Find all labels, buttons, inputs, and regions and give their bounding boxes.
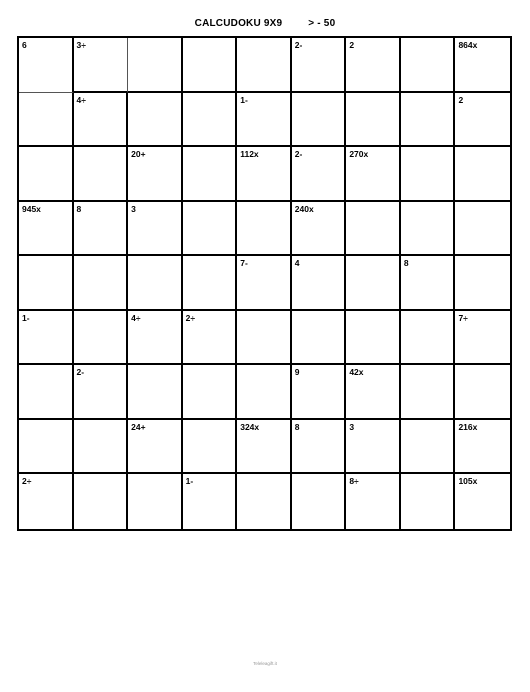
level-text: > - 50 [308, 18, 336, 29]
grid-cell[interactable] [74, 474, 129, 529]
grid-cell[interactable] [128, 311, 183, 366]
grid-cell[interactable] [183, 474, 238, 529]
cage-clue: 2- [294, 149, 303, 160]
grid-cell[interactable] [183, 311, 238, 366]
grid-cell[interactable] [346, 93, 401, 148]
grid-cell[interactable] [401, 202, 456, 257]
grid-cell[interactable] [183, 420, 238, 475]
grid-cell[interactable] [401, 38, 456, 93]
grid-cell[interactable] [292, 365, 347, 420]
grid-cell[interactable] [292, 202, 347, 257]
grid-cell[interactable] [74, 365, 129, 420]
grid-cell[interactable] [183, 38, 238, 93]
cage-clue: 3÷ [76, 40, 86, 50]
cage-clue: 2÷ [22, 476, 32, 487]
cage-clue: 2 [349, 40, 355, 50]
grid-cell[interactable] [292, 38, 347, 93]
cage-clue: 324x [240, 421, 260, 432]
grid-cell[interactable] [346, 420, 401, 475]
grid-cell[interactable] [237, 38, 292, 93]
grid-cell[interactable] [292, 311, 347, 366]
grid-cell[interactable] [237, 311, 292, 366]
grid-cell[interactable] [292, 147, 347, 202]
cage-clue: 270x [349, 149, 369, 160]
cage-clue: 1- [240, 94, 248, 105]
grid-cell[interactable] [292, 256, 347, 311]
puzzle-title [0, 18, 530, 29]
footer-credit: Teleleagift.it [253, 661, 277, 666]
grid-cell[interactable] [237, 474, 292, 529]
grid-cell[interactable] [346, 311, 401, 366]
grid-cell[interactable] [346, 474, 401, 529]
grid-cell[interactable] [401, 311, 456, 366]
cage-clue: 240x [294, 203, 314, 214]
grid-cell[interactable] [455, 93, 510, 148]
grid-cell[interactable] [237, 365, 292, 420]
grid-cell[interactable] [237, 147, 292, 202]
cage-clue: 112x [240, 149, 259, 160]
cage-clue: 2- [76, 367, 85, 378]
cage-clue: 1- [22, 312, 30, 323]
cage-clue: 864x [458, 40, 478, 50]
grid-cell[interactable] [183, 256, 238, 311]
cage-clue: 4 [294, 258, 300, 269]
grid-cell[interactable] [401, 93, 456, 148]
grid-cell[interactable] [401, 256, 456, 311]
cage-clue: 3 [349, 421, 355, 432]
grid-cell[interactable] [346, 38, 401, 93]
title-text: CALCUDOKU 9X9 [194, 18, 283, 29]
grid-cell[interactable] [183, 147, 238, 202]
cage-clue: 8 [76, 203, 82, 214]
grid-cell[interactable] [128, 147, 183, 202]
grid-cell[interactable] [19, 147, 74, 202]
grid-cell[interactable] [237, 256, 292, 311]
grid-cell[interactable] [74, 311, 129, 366]
grid-cell[interactable] [74, 147, 129, 202]
grid-cell[interactable] [183, 93, 238, 148]
cage-clue: 3 [131, 203, 136, 214]
grid-cell[interactable] [401, 420, 456, 475]
grid-cell[interactable] [128, 474, 183, 529]
grid-cell[interactable] [74, 38, 129, 93]
cage-clue: 24+ [131, 421, 146, 432]
grid-cell[interactable] [455, 38, 510, 93]
grid-cell[interactable] [74, 256, 129, 311]
grid-cell[interactable] [292, 474, 347, 529]
grid-cell[interactable] [128, 93, 183, 148]
cage-clue: 2÷ [185, 312, 196, 323]
grid-cell[interactable] [19, 311, 74, 366]
grid-cell[interactable] [346, 147, 401, 202]
grid-cell[interactable] [346, 256, 401, 311]
cage-clue: 8 [403, 258, 409, 269]
grid-cell[interactable] [19, 420, 74, 475]
cage-clue: 6 [22, 40, 27, 50]
cage-clue: 7- [240, 258, 248, 269]
grid-cell[interactable] [455, 202, 510, 257]
grid-cell[interactable] [19, 474, 74, 529]
grid-cell[interactable] [455, 420, 510, 475]
grid-cell[interactable] [128, 365, 183, 420]
cage-clue: 2- [294, 40, 303, 50]
puzzle-grid [17, 36, 512, 531]
grid-cell[interactable] [237, 202, 292, 257]
grid-cell[interactable] [19, 38, 74, 93]
grid-cell[interactable] [455, 311, 510, 366]
grid-cell[interactable] [401, 474, 456, 529]
grid-cell[interactable] [237, 93, 292, 148]
grid-cell[interactable] [19, 365, 74, 420]
grid-cell[interactable] [74, 93, 129, 148]
grid-cell[interactable] [292, 420, 347, 475]
grid-cell[interactable] [128, 38, 183, 93]
cage-clue: 20+ [131, 149, 146, 160]
grid-cell[interactable] [292, 93, 347, 148]
grid-cell[interactable] [455, 474, 510, 529]
grid-cell[interactable] [183, 365, 238, 420]
grid-cell[interactable] [74, 202, 129, 257]
grid-cell[interactable] [183, 202, 238, 257]
grid-cell[interactable] [401, 365, 456, 420]
grid-cell[interactable] [455, 147, 510, 202]
cage-clue: 216x [458, 421, 478, 432]
grid-cell[interactable] [455, 365, 510, 420]
cage-clue: 8÷ [349, 476, 359, 487]
grid-cell[interactable] [19, 256, 74, 311]
grid-cell[interactable] [346, 365, 401, 420]
grid-cell[interactable] [74, 420, 129, 475]
grid-cell[interactable] [128, 202, 183, 257]
grid-cell[interactable] [346, 202, 401, 257]
cage-clue: 42x [349, 367, 364, 378]
grid-cell[interactable] [455, 256, 510, 311]
cage-clue: 105x [458, 476, 478, 487]
grid-cell[interactable] [128, 256, 183, 311]
cage-clue: 9 [294, 367, 300, 378]
cage-clue: 8 [294, 421, 300, 432]
cage-clue: 7÷ [458, 312, 468, 323]
cage-clue: 4÷ [131, 312, 141, 323]
grid-cell[interactable] [128, 420, 183, 475]
cage-clue: 4÷ [76, 94, 86, 105]
grid-cell[interactable] [19, 202, 74, 257]
grid-cell[interactable] [237, 420, 292, 475]
cage-clue: 2 [458, 94, 464, 105]
cage-clue: 1- [185, 476, 194, 487]
cage-clue: 945x [22, 203, 41, 214]
grid-cell[interactable] [401, 147, 456, 202]
grid-cell[interactable] [19, 93, 74, 148]
